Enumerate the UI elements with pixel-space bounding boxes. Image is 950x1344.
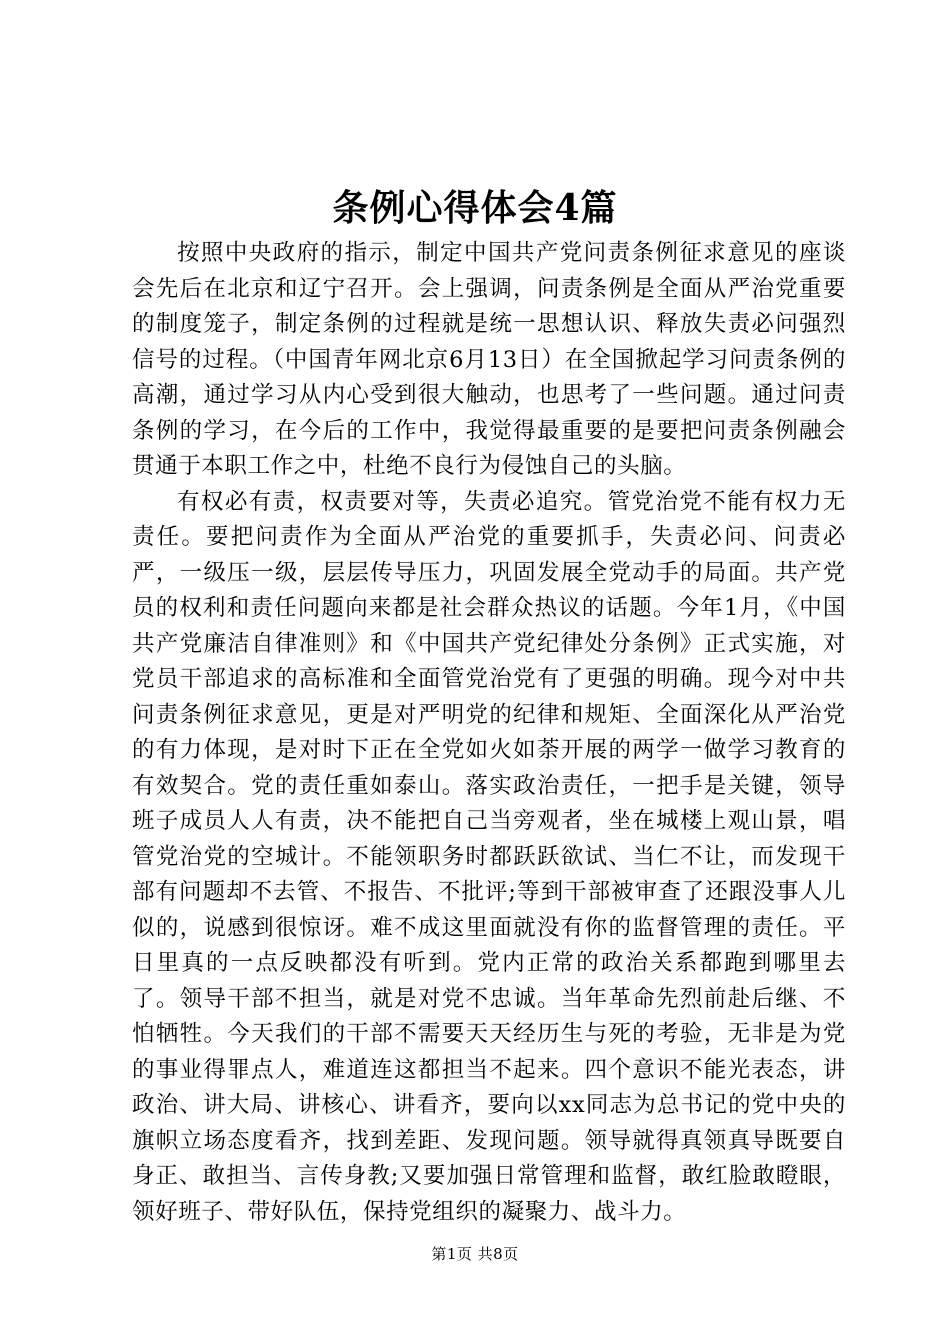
page-number-footer: 第1页 共8页	[431, 1245, 519, 1263]
paragraph-1: 按照中央政府的指示，制定中国共产党问责条例征求意见的座谈会先后在北京和辽宁召开。会上强调，问责条例是全面从严治党重要的制度笼子，制定条例的过程就是统一思想认识、释放失责必问强烈信号的过程。（中国青年网北京6月13日）在全国掀起学习问责条例的高潮，通过学习从内心受到很大触动，也思考了一些问题。通过问责条例的学习，在今后的工作中，我觉得最重要的是要把问责条例融会贯通于本职工作之中，杜绝不良行为侵蚀自己的头脑。	[132, 240, 846, 479]
page-title: 条例心得体会4篇	[332, 187, 618, 229]
paragraph-2: 有权必有责，权责要对等，失责必追究。管党治党不能有权力无责任。要把问责作为全面从严治党的重要抓手，失责必问、问责必严，一级压一级，层层传导压力，巩固发展全党动手的局面。共产党员的权利和责任问题向来都是社会群众热议的话题。今年1月，《中国共产党廉洁自律准则》和《中国共产党纪律处分条例》正式实施，对党员干部追求的高标准和全面管党治党有了更强的明确。现今对中共问责条例征求意见，更是对严明党的纪律和规矩、全面深化从严治党的有力体现，是对时下正在全党如火如荼开展的两学一做学习教育的有效契合。党的责任重如泰山。落实政治责任，一把手是关键，领导班子成员人人有责，决不能把自己当旁观者，坐在城楼上观山景，唱管党治党的空城计。不能领职务时都跃跃欲试、当仁不让，而发现干部有问题却不去管、不报告、不批评;等到干部被审查了还跟没事人儿似的，说感到很惊讶。难不成这里面就没有你的监督管理的责任。平日里真的一点反映都没有听到。党内正常的政治关系都跑到哪里去了。领导干部不担当，就是对党不忠诚。当年革命先烈前赴后继、不怕牺牲。今天我们的干部不需要天天经历生与死的考验，无非是为党的事业得罪点人，难道连这都担当不起来。四个意识不能光表态，讲政治、讲大局、讲核心、讲看齐，要向以xx同志为总书记的党中央的旗帜立场态度看齐，找到差距、发现问题。领导就得真领真导既要自身正、敢担当、言传身教;又要加强日常管理和监督，敢红脸敢瞪眼，领好班子、带好队伍，保持党组织的凝聚力、战斗力。	[132, 488, 846, 1225]
document-body	[132, 236, 846, 1230]
